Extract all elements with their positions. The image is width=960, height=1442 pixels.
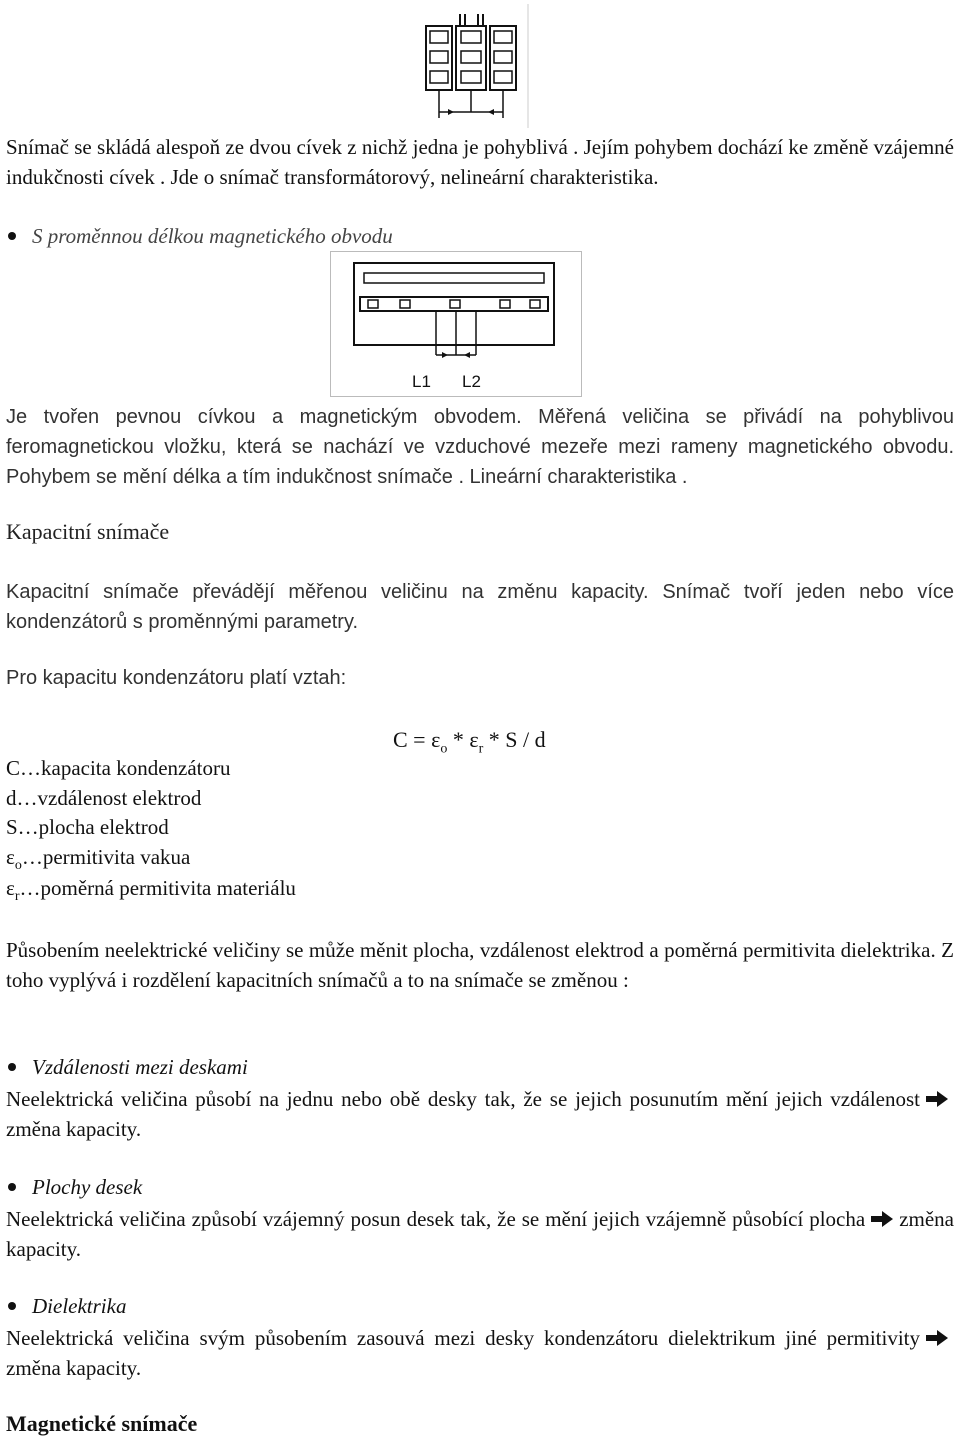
bullet-icon xyxy=(8,1063,16,1071)
formula-suffix: * S / d xyxy=(483,727,546,752)
bullet-variable-length xyxy=(8,224,393,249)
bullet-icon xyxy=(8,1183,16,1191)
figure2-label-l1: L1 xyxy=(412,372,431,391)
section-area-label: Plochy desek xyxy=(32,1175,143,1199)
formula-mid: * ε xyxy=(447,727,479,752)
legend-eps-r-text: …poměrná permitivita materiálu xyxy=(19,876,296,900)
formula-sub-r: r xyxy=(478,741,484,757)
section-distance-label: Vzdálenosti mezi deskami xyxy=(32,1055,248,1079)
magnetic-heading: Magnetické snímače xyxy=(6,1411,198,1436)
section-distance-result: změna kapacity. xyxy=(6,1117,142,1141)
section-area-text xyxy=(6,1204,954,1264)
section-dielectric-title xyxy=(8,1294,126,1319)
section-dielectric-body: Neelektrická veličina svým působením zasouvá mezi desky kondenzátoru dielektrikum jiné permitivity xyxy=(6,1326,920,1350)
capacitive-intro: Kapacitní snímače převádějí měřenou veličinu na změnu kapacity. Snímač tvoří jeden nebo více kondenzátorů s proměnnými parametry. xyxy=(6,581,954,633)
arrow-right-icon xyxy=(926,1330,948,1346)
division-paragraph: Působením neelektrické veličiny se může měnit plocha, vzdálenost elektrod a poměrná permitivita dielektrika. Z toho vyplývá i rozdělení kapacitních snímačů a to na snímače se změnou : xyxy=(6,938,954,992)
section-distance-body: Neelektrická veličina působí na jednu nebo obě desky tak, že se jejich posunutím mění jejich vzdálenost xyxy=(6,1087,920,1111)
section-dielectric-label: Dielektrika xyxy=(32,1294,127,1318)
legend-eps-r xyxy=(6,876,296,905)
section-area-result: změna kapacity. xyxy=(6,1207,954,1261)
intro-paragraph: Snímač se skládá alespoň ze dvou cívek z nichž jedna je pohyblivá . Jejím pohybem dochází ke změně vzájemné indukčnosti cívek . Jde o snímač transformátorový, nelineární charakteristika. xyxy=(6,135,954,189)
capacity-relation: Pro kapacitu kondenzátoru platí vztah: xyxy=(6,667,347,689)
legend-s: S…plocha elektrod xyxy=(6,815,169,839)
coil-sensor-figure xyxy=(412,4,530,128)
legend-d: d…vzdálenost elektrod xyxy=(6,786,202,810)
bullet-icon xyxy=(8,232,16,240)
section-distance-text xyxy=(6,1084,954,1144)
formula-sub-o: o xyxy=(440,741,448,757)
section-area-title xyxy=(8,1175,142,1200)
legend-eps-o-sub: o xyxy=(14,858,22,874)
formula-prefix: C = ε xyxy=(393,727,441,752)
magnetic-circuit-figure xyxy=(330,251,582,397)
legend-eps-o-text: …permitivita vakua xyxy=(21,845,191,869)
legend-eps-r-sub: r xyxy=(14,889,20,905)
figure2-label-l2: L2 xyxy=(462,372,481,391)
legend-c: C…kapacita kondenzátoru xyxy=(6,756,231,780)
section-dielectric-result: změna kapacity. xyxy=(6,1356,142,1380)
variable-length-paragraph: Je tvořen pevnou cívkou a magnetickým obvodem. Měřená veličina se přivádí na pohyblivou feromagnetickou vložku, která se nachází ve vzduchové mezeře mezi rameny magnetického obvodu. Pohybem se mění délka a tím indukčnost snímače . Lineární charakteristika . xyxy=(6,406,954,488)
section-dielectric-text xyxy=(6,1323,954,1383)
arrow-right-icon xyxy=(926,1091,948,1107)
capacity-formula xyxy=(393,727,546,757)
bullet-icon xyxy=(8,1302,16,1310)
bullet-variable-length-label: S proměnnou délkou magnetického obvodu xyxy=(32,224,393,248)
arrow-right-icon xyxy=(871,1211,893,1227)
section-distance-title xyxy=(8,1055,248,1080)
legend-eps-r-symbol: ε xyxy=(6,876,15,900)
legend-eps-o-symbol: ε xyxy=(6,845,15,869)
capacitive-heading: Kapacitní snímače xyxy=(6,519,170,544)
section-area-body: Neelektrická veličina způsobí vzájemný posun desek tak, že se mění jejich vzájemně působící plocha xyxy=(6,1207,866,1231)
legend-eps-o xyxy=(6,845,190,874)
